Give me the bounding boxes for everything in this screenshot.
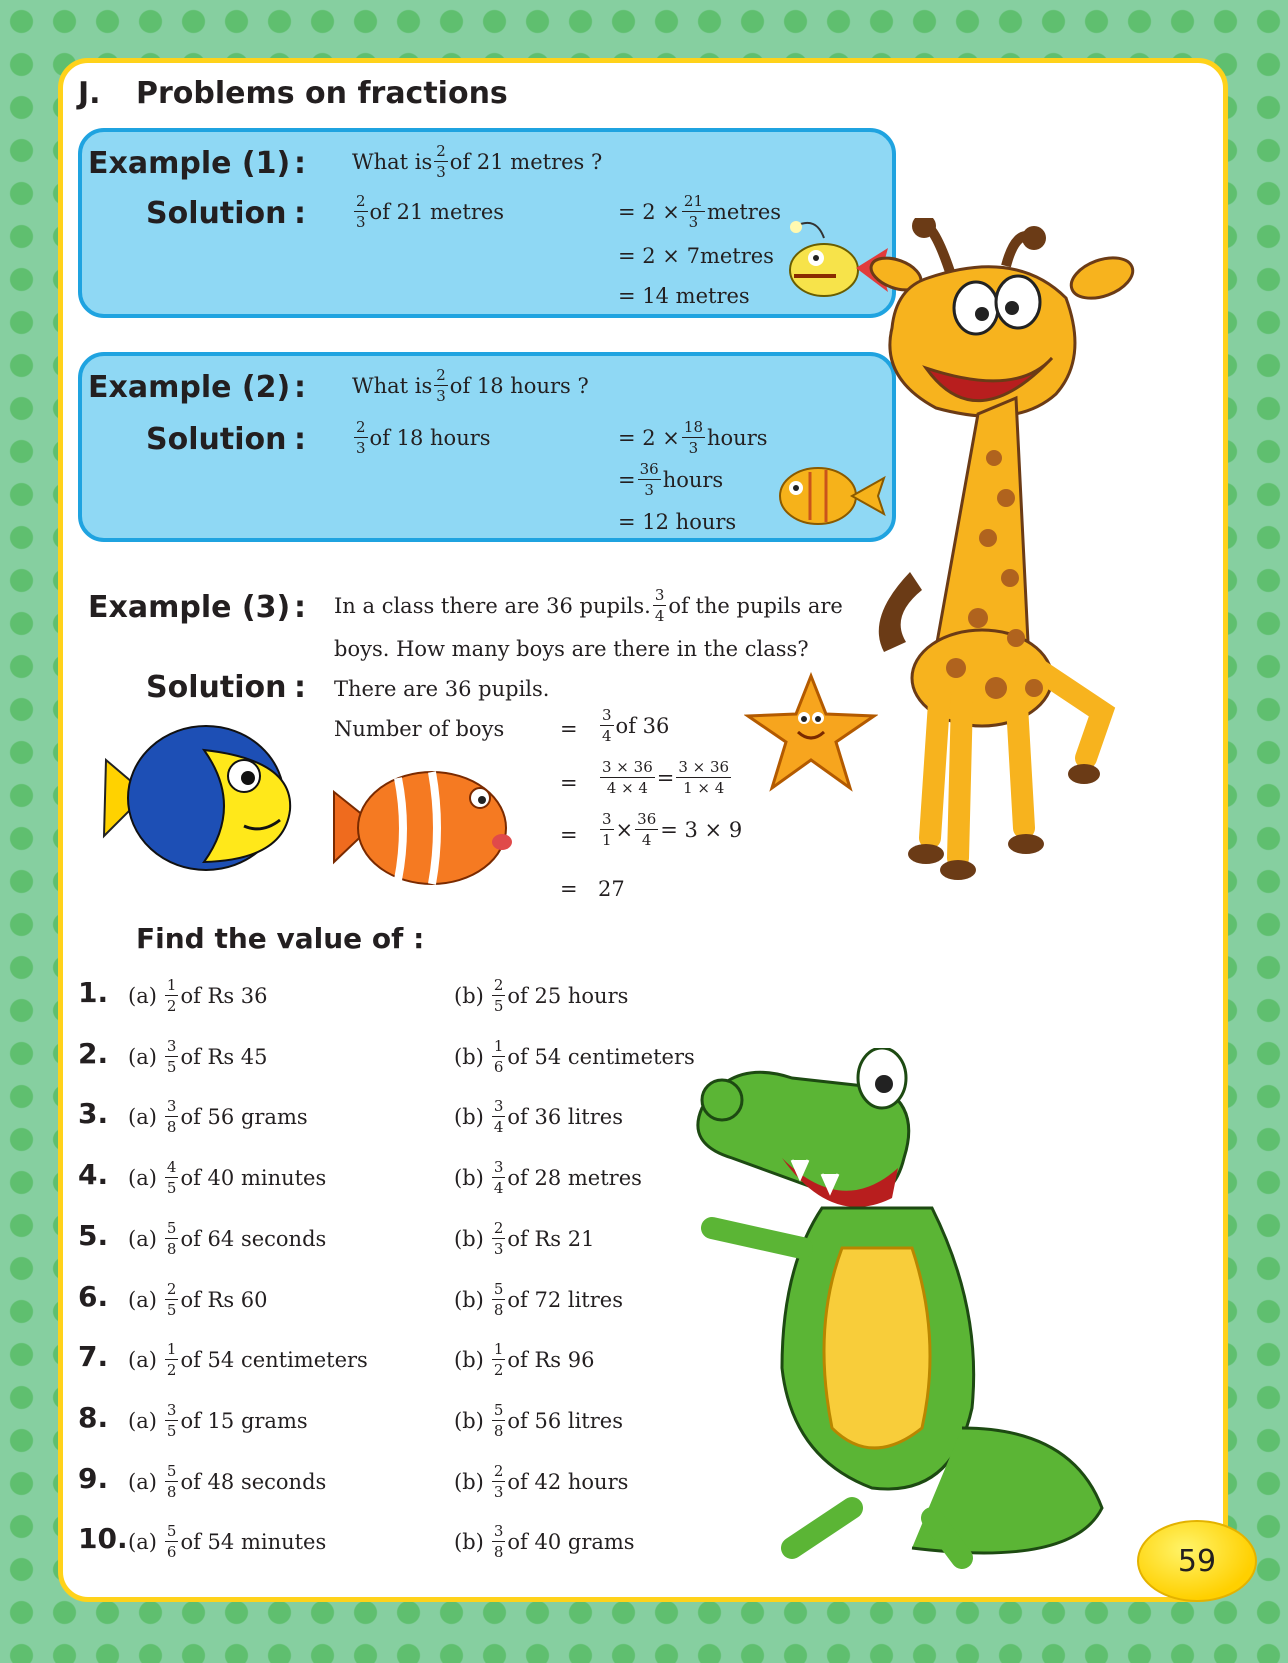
denominator: 3 <box>356 213 366 231</box>
fraction <box>682 194 705 230</box>
exercise-number: 8. <box>78 1401 109 1434</box>
fraction <box>600 760 655 796</box>
fraction <box>165 1282 179 1318</box>
fraction <box>600 708 614 744</box>
numerator: 3 <box>166 1037 177 1055</box>
s-text: × <box>615 818 634 842</box>
denominator: 8 <box>493 1543 504 1561</box>
s-text: metres <box>707 200 782 224</box>
exercise-text: of Rs 21 <box>507 1227 595 1251</box>
option-label: (b) <box>454 1530 484 1554</box>
crocodile-icon <box>672 1048 1146 1570</box>
denominator: 4 × 4 <box>606 779 648 797</box>
denominator: 3 <box>688 439 699 457</box>
fraction <box>492 1342 506 1378</box>
exercise-b-item <box>454 1342 594 1378</box>
denominator: 4 <box>493 1118 504 1136</box>
solution-1-colon: : <box>294 196 306 231</box>
fraction <box>165 978 179 1014</box>
s-text: hours <box>662 468 724 492</box>
exercise-a-item <box>128 1221 326 1257</box>
solution-2-line-1 <box>618 420 768 456</box>
eq-sign: = <box>560 877 578 901</box>
exercise-a-item <box>128 1099 308 1135</box>
q-text: In a class there are 36 pupils. <box>334 594 651 618</box>
option-label: (b) <box>454 1409 484 1433</box>
exercise-a-item <box>128 1403 308 1439</box>
starfish-icon <box>744 672 878 792</box>
numerator: 1 <box>166 1340 177 1358</box>
eq-sign: = <box>560 823 578 847</box>
option-label: (a) <box>128 1288 157 1312</box>
exercise-b-item <box>454 1524 635 1560</box>
option-label: (a) <box>128 1409 157 1433</box>
exercise-text: of 54 minutes <box>180 1530 327 1554</box>
exercise-a-item <box>128 1524 326 1560</box>
exercise-text: of Rs 60 <box>180 1288 268 1312</box>
option-label: (a) <box>128 1530 157 1554</box>
exercise-text: of 64 seconds <box>180 1227 327 1251</box>
numerator: 3 <box>654 586 665 604</box>
numerator: 3 <box>166 1097 177 1115</box>
exercise-text: of 56 litres <box>507 1409 623 1433</box>
exercise-text: of Rs 36 <box>180 984 268 1008</box>
exercise-a-item <box>128 1282 268 1318</box>
denominator: 1 × 4 <box>683 779 725 797</box>
numerator: 3 <box>166 1401 177 1419</box>
denominator: 4 <box>602 727 612 745</box>
fraction <box>165 1403 179 1439</box>
example-1-question <box>352 144 602 180</box>
exercise-b-item <box>454 1039 695 1075</box>
solution-3-line-2: Number of boys <box>334 717 505 741</box>
denominator: 8 <box>493 1301 504 1319</box>
numerator: 2 <box>493 1219 504 1237</box>
denominator: 3 <box>688 213 699 231</box>
numerator: 2 <box>493 976 504 994</box>
solution-2-line-2 <box>618 462 723 498</box>
denominator: 5 <box>166 1422 177 1440</box>
exercise-text: of 25 hours <box>507 984 629 1008</box>
solution-2-line-3: = 12 hours <box>618 510 737 534</box>
example-1-label: Example (1) <box>88 146 291 181</box>
blue-fish-icon <box>94 710 300 906</box>
numerator: 3 × 36 <box>602 758 653 776</box>
numerator: 3 <box>493 1158 504 1176</box>
denominator: 4 <box>654 607 665 625</box>
exercise-a-item <box>128 1464 326 1500</box>
exercise-text: of 54 centimeters <box>507 1045 695 1069</box>
numerator: 36 <box>637 810 657 828</box>
exercise-a-item <box>128 1039 268 1075</box>
fraction <box>492 1099 506 1135</box>
numerator: 2 <box>436 366 446 384</box>
fraction <box>492 1524 506 1560</box>
fraction <box>492 1464 506 1500</box>
option-label: (b) <box>454 1348 484 1372</box>
fraction <box>354 420 368 456</box>
fraction <box>492 978 506 1014</box>
exercise-number: 5. <box>78 1219 109 1252</box>
exercise-text: of 36 litres <box>507 1105 623 1129</box>
fraction <box>676 760 731 796</box>
exercise-text: of Rs 45 <box>180 1045 268 1069</box>
step-3 <box>598 812 742 848</box>
denominator: 8 <box>166 1118 177 1136</box>
q-text: of 18 hours ? <box>449 374 589 398</box>
denominator: 8 <box>166 1240 177 1258</box>
q-text: What is <box>352 374 433 398</box>
option-label: (b) <box>454 1105 484 1129</box>
fraction <box>492 1039 506 1075</box>
fraction <box>165 1221 179 1257</box>
example-2-colon: : <box>294 370 306 405</box>
numerator: 3 <box>493 1522 504 1540</box>
option-label: (b) <box>454 1470 484 1494</box>
numerator: 2 <box>356 418 366 436</box>
numerator: 18 <box>683 418 703 436</box>
exercise-a-item <box>128 1160 326 1196</box>
numerator: 3 <box>602 706 612 724</box>
q-text: What is <box>352 150 433 174</box>
fraction <box>434 368 448 404</box>
denominator: 5 <box>493 997 504 1015</box>
solution-3-line-1: There are 36 pupils. <box>334 677 550 701</box>
exercise-number: 1. <box>78 976 109 1009</box>
exercise-text: of 48 seconds <box>180 1470 327 1494</box>
numerator: 3 <box>493 1097 504 1115</box>
section-letter: J. <box>78 76 101 111</box>
exercise-text: of 72 litres <box>507 1288 623 1312</box>
exercise-number: 4. <box>78 1158 109 1191</box>
example-3-label: Example (3) <box>88 590 291 625</box>
eq-sign: = <box>560 717 578 741</box>
step-1 <box>598 708 669 744</box>
denominator: 3 <box>436 387 446 405</box>
option-label: (a) <box>128 1470 157 1494</box>
denominator: 4 <box>493 1179 504 1197</box>
s-text: = <box>656 766 675 790</box>
exercise-a-item <box>128 1342 368 1378</box>
fraction <box>492 1160 506 1196</box>
example-1-colon: : <box>294 146 306 181</box>
fraction <box>600 812 614 848</box>
option-label: (a) <box>128 1045 157 1069</box>
example-3-question-2: boys. How many boys are there in the class? <box>334 637 809 661</box>
option-label: (a) <box>128 1227 157 1251</box>
s-text: = 2 × <box>618 426 680 450</box>
denominator: 6 <box>166 1543 177 1561</box>
numerator: 5 <box>166 1462 177 1480</box>
numerator: 3 × 36 <box>678 758 730 776</box>
fraction <box>165 1039 179 1075</box>
numerator: 1 <box>166 976 177 994</box>
solution-2-colon: : <box>294 422 306 457</box>
s-text: hours <box>707 426 768 450</box>
numerator: 5 <box>493 1280 504 1298</box>
numerator: 5 <box>166 1219 177 1237</box>
numerator: 5 <box>166 1522 177 1540</box>
denominator: 3 <box>493 1483 504 1501</box>
solution-3-colon: : <box>294 670 306 705</box>
option-label: (b) <box>454 1227 484 1251</box>
denominator: 8 <box>493 1422 504 1440</box>
numerator: 2 <box>166 1280 177 1298</box>
exercise-text: of 42 hours <box>507 1470 629 1494</box>
fraction <box>653 588 667 624</box>
fraction <box>165 1342 179 1378</box>
denominator: 3 <box>644 481 654 499</box>
fraction <box>492 1221 506 1257</box>
exercise-number: 6. <box>78 1280 109 1313</box>
exercise-text: of 40 minutes <box>180 1166 327 1190</box>
exercise-number: 9. <box>78 1462 109 1495</box>
option-label: (b) <box>454 1166 484 1190</box>
numerator: 5 <box>493 1401 504 1419</box>
exercise-b-item <box>454 1099 623 1135</box>
fraction <box>635 812 658 848</box>
example-3-question-1 <box>334 588 843 624</box>
q-text: of the pupils are <box>668 594 843 618</box>
denominator: 2 <box>493 1361 504 1379</box>
q-text: of 21 metres ? <box>449 150 603 174</box>
numerator: 36 <box>639 460 659 478</box>
denominator: 1 <box>602 831 612 849</box>
step-2 <box>598 760 733 796</box>
fraction <box>682 420 705 456</box>
exercise-text: of 40 grams <box>507 1530 635 1554</box>
numerator: 1 <box>493 1037 504 1055</box>
exercise-text: of 28 metres <box>507 1166 642 1190</box>
exercise-b-item <box>454 1282 623 1318</box>
giraffe-icon <box>866 218 1172 894</box>
numerator: 4 <box>166 1158 177 1176</box>
example-2-question <box>352 368 589 404</box>
option-label: (a) <box>128 1166 157 1190</box>
option-label: (b) <box>454 984 484 1008</box>
solution-1-label: Solution <box>146 196 287 231</box>
s-text: = 3 × 9 <box>660 818 743 842</box>
fraction <box>638 462 661 498</box>
solution-1-line-2: = 2 × 7metres <box>618 244 774 268</box>
exercise-b-item <box>454 1403 623 1439</box>
denominator: 3 <box>356 439 366 457</box>
exercise-text: of 56 grams <box>180 1105 308 1129</box>
page-number-badge <box>1137 1520 1257 1602</box>
solution-1-line-3: = 14 metres <box>618 284 750 308</box>
numerator: 2 <box>356 192 366 210</box>
exercise-text: of Rs 96 <box>507 1348 595 1372</box>
section-title: Problems on fractions <box>136 76 508 111</box>
fraction <box>165 1160 179 1196</box>
exercise-number: 3. <box>78 1097 109 1130</box>
exercise-number: 10. <box>78 1522 128 1555</box>
s-text: = <box>618 468 636 492</box>
s-text: = 2 × <box>618 200 680 224</box>
fraction <box>165 1524 179 1560</box>
option-label: (a) <box>128 984 157 1008</box>
s-text: of 21 metres <box>369 200 505 224</box>
exercise-b-item <box>454 978 628 1014</box>
numerator: 21 <box>683 192 703 210</box>
option-label: (b) <box>454 1045 484 1069</box>
solution-2-start <box>352 420 491 456</box>
exercise-title: Find the value of : <box>136 922 425 955</box>
exercise-number: 7. <box>78 1340 109 1373</box>
numerator: 3 <box>602 810 612 828</box>
eq-sign: = <box>560 771 578 795</box>
fraction <box>165 1464 179 1500</box>
fraction <box>492 1403 506 1439</box>
example-2-label: Example (2) <box>88 370 291 405</box>
fraction <box>492 1282 506 1318</box>
option-label: (a) <box>128 1348 157 1372</box>
denominator: 5 <box>166 1058 177 1076</box>
numerator: 2 <box>493 1462 504 1480</box>
denominator: 5 <box>166 1301 177 1319</box>
exercise-b-item <box>454 1464 628 1500</box>
exercise-a-item <box>128 978 268 1014</box>
exercise-b-item <box>454 1160 642 1196</box>
denominator: 4 <box>641 831 652 849</box>
step-4: 27 <box>598 877 625 901</box>
denominator: 6 <box>493 1058 504 1076</box>
numerator: 1 <box>493 1340 504 1358</box>
solution-2-label: Solution <box>146 422 287 457</box>
denominator: 2 <box>166 997 177 1015</box>
orange-fish-icon <box>324 752 520 902</box>
denominator: 8 <box>166 1483 177 1501</box>
exercise-b-item <box>454 1221 594 1257</box>
fraction <box>434 144 448 180</box>
denominator: 3 <box>436 163 446 181</box>
fraction <box>165 1099 179 1135</box>
denominator: 3 <box>493 1240 504 1258</box>
s-text: of 18 hours <box>369 426 491 450</box>
s-text: of 36 <box>615 714 670 738</box>
option-label: (a) <box>128 1105 157 1129</box>
solution-3-label: Solution <box>146 670 287 705</box>
page-number: 59 <box>1177 1543 1217 1579</box>
exercise-text: of 15 grams <box>180 1409 308 1433</box>
solution-1-line-1 <box>618 194 781 230</box>
exercise-text: of 54 centimeters <box>180 1348 368 1372</box>
denominator: 2 <box>166 1361 177 1379</box>
example-3-colon: : <box>294 590 306 625</box>
numerator: 2 <box>436 142 446 160</box>
option-label: (b) <box>454 1288 484 1312</box>
solution-1-start <box>352 194 504 230</box>
fraction <box>354 194 368 230</box>
denominator: 5 <box>166 1179 177 1197</box>
exercise-number: 2. <box>78 1037 109 1070</box>
